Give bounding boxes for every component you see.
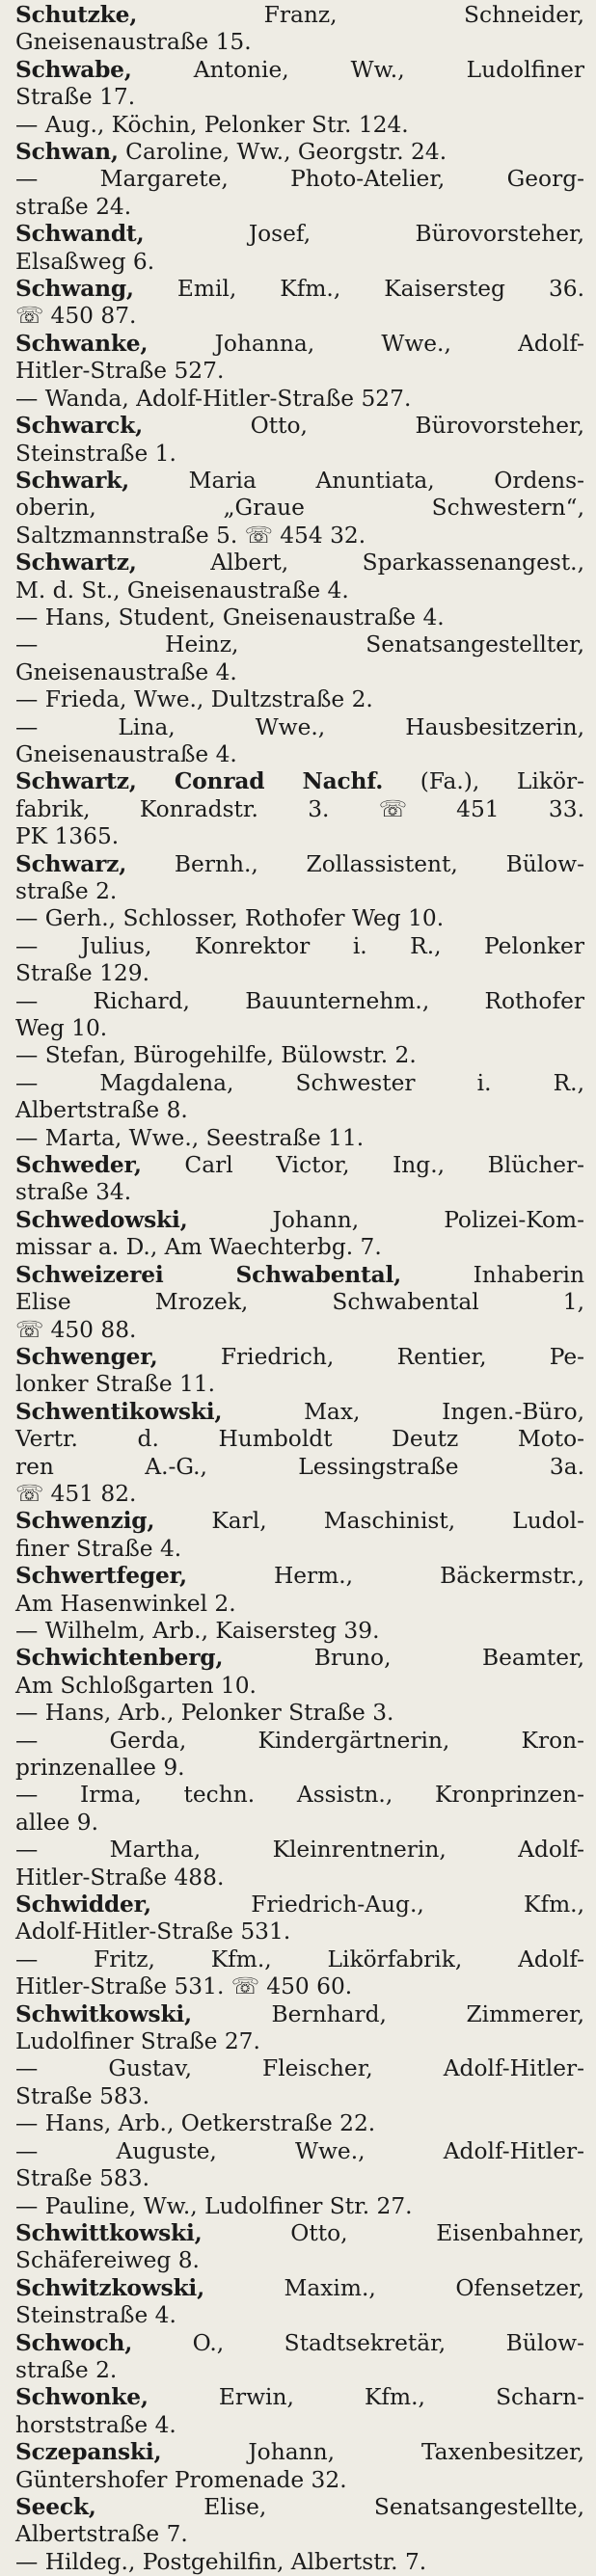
entry-text: Maxim., Ofensetzer,: [284, 2274, 584, 2301]
directory-entry: [15, 1782, 584, 1837]
entry-text: Albert, Sparkassenangest.,: [210, 550, 584, 577]
entry-line: [15, 2329, 584, 2357]
entry-text: Straße 129.: [15, 960, 149, 987]
entry-line: [15, 1590, 584, 1618]
entry-surname: Schwartz, Conrad Nachf.: [15, 768, 384, 795]
entry-line: [15, 2274, 584, 2302]
directory-entry: [15, 2549, 584, 2576]
entry-text: Johanna, Wwe., Adolf-: [214, 330, 584, 357]
entry-surname: Schwartz,: [15, 550, 137, 577]
entry-text: — Stefan, Bürogehilfe, Bülowstr. 2.: [15, 1042, 417, 1069]
entry-surname: Schwitzkowski,: [15, 2274, 204, 2301]
entry-text: Hitler-Straße 531. ☏ 450 60.: [15, 1973, 353, 2000]
directory-entry: [15, 276, 584, 331]
entry-line: [15, 2302, 584, 2329]
entry-text: allee 9.: [15, 1809, 98, 1836]
entry-text: — Marta, Wwe., Seestraße 11.: [15, 1124, 365, 1151]
directory-entry: [15, 768, 584, 850]
entry-line: [15, 768, 584, 795]
entry-line: [15, 166, 584, 193]
entry-text: missar a. D., Am Waechterbg. 7.: [15, 1234, 382, 1261]
directory-entry: [15, 686, 584, 713]
entry-text: Straße 583.: [15, 2165, 149, 2192]
directory-entry: [15, 1728, 584, 1783]
entry-text: Straße 17.: [15, 84, 136, 111]
entry-line: [15, 56, 584, 84]
entry-text: O., Stadtsekretär, Bülow-: [192, 2329, 584, 2356]
entry-line: [15, 1206, 585, 1234]
entry-text: Steinstraße 4.: [15, 2302, 176, 2329]
directory-entry: [15, 1946, 584, 2001]
entry-line: [15, 221, 585, 248]
entry-text: Vertr. d. Humboldt Deutz Moto-: [15, 1426, 584, 1453]
entry-line: [15, 2439, 585, 2466]
entry-line: [15, 1316, 584, 1344]
entry-text: Gneisenaustraße 4.: [15, 658, 237, 685]
entry-text: prinzenallee 9.: [15, 1755, 185, 1781]
entry-text: — Hans, Arb., Oetkerstraße 22.: [15, 2110, 376, 2137]
entry-line: [15, 1097, 584, 1124]
entry-text: Gneisenaustraße 15.: [15, 29, 252, 56]
entry-text: — Magdalena, Schwester i. R.,: [15, 1069, 584, 1096]
directory-entry: [15, 933, 584, 988]
directory-entry: [15, 2, 584, 57]
entry-line: [15, 658, 584, 686]
directory-entry: [15, 604, 584, 631]
entry-line: [15, 1179, 584, 1206]
entry-line: [15, 2165, 584, 2192]
entry-line: [15, 1535, 584, 1563]
directory-entry: [15, 1262, 584, 1344]
entry-line: [15, 1069, 584, 1097]
directory-entry: [15, 413, 584, 468]
entry-line: [15, 878, 584, 905]
entry-text: Emil, Kfm., Kaisersteg 36.: [176, 276, 584, 303]
entry-surname: Schwittkowski,: [15, 2219, 203, 2246]
entry-text: Elsaßweg 6.: [15, 248, 155, 275]
entry-line: [15, 905, 584, 932]
entry-surname: Schwabe,: [15, 56, 132, 83]
entry-text: Max, Ingen.-Büro,: [304, 1398, 584, 1425]
entry-text: Albertstraße 8.: [15, 1097, 188, 1124]
entry-text: — Gustav, Fleischer, Adolf-Hitler-: [15, 2055, 584, 2082]
directory-entry: [15, 2220, 584, 2275]
directory-entry: [15, 1837, 584, 1892]
entry-line: [15, 84, 584, 111]
entry-line: [15, 960, 584, 987]
entry-text: — Auguste, Wwe., Adolf-Hitler-: [15, 2137, 584, 2164]
entry-text: Otto, Eisenbahner,: [290, 2219, 584, 2246]
entry-line: [15, 1973, 584, 2000]
entry-line: [15, 1015, 584, 1042]
entry-line: [15, 522, 584, 550]
entry-line: [15, 1124, 584, 1152]
directory-entry: [15, 2494, 584, 2549]
entry-text: Erwin, Kfm., Scharn-: [218, 2384, 584, 2411]
entry-text: Am Hasenwinkel 2.: [15, 1590, 236, 1617]
directory-entry: [15, 468, 584, 550]
entry-line: [15, 1234, 584, 1261]
entry-line: [15, 1617, 584, 1645]
directory-entry: [15, 139, 584, 166]
entry-line: [15, 2384, 584, 2411]
entry-line: [15, 385, 584, 413]
entry-line: [15, 577, 584, 604]
entry-surname: Schwertfeger,: [15, 1563, 187, 1590]
entry-text: (Fa.), Likör-: [420, 768, 584, 795]
directory-entry: [15, 1563, 584, 1618]
directory-entry: [15, 631, 584, 686]
directory-entry: [15, 112, 584, 139]
entry-text: — Margarete, Photo-Atelier, Georg-: [15, 166, 584, 193]
entry-surname: Schwonke,: [15, 2384, 149, 2411]
entry-line: [15, 1563, 584, 1590]
entry-line: [15, 440, 584, 468]
entry-surname: Schweizerei Schwabental,: [15, 1261, 402, 1288]
entry-surname: Schwoch,: [15, 2329, 133, 2356]
entry-line: [15, 631, 584, 658]
entry-line: [15, 303, 584, 330]
entry-text: — Wanda, Adolf-Hitler-Straße 527.: [15, 385, 412, 412]
directory-entry: [15, 57, 584, 112]
entry-line: [15, 604, 584, 631]
entry-surname: Schwenger,: [15, 1343, 158, 1370]
entry-text: straße 2.: [15, 2356, 118, 2383]
directory-entry: [15, 1618, 584, 1645]
entry-text: Elise, Senatsangestellte,: [203, 2493, 585, 2520]
directory-entry: [15, 1070, 584, 1125]
entry-surname: Schwenzig,: [15, 1508, 155, 1535]
entry-line: [15, 1809, 584, 1837]
entry-text: Elise Mrozek, Schwabental 1,: [15, 1289, 584, 1316]
entry-line: [15, 2028, 584, 2055]
directory-entry: [15, 2384, 584, 2439]
entry-line: [15, 1892, 584, 1919]
directory-entry: [15, 1207, 584, 1262]
directory-entry: [15, 1125, 584, 1152]
entry-line: [15, 1645, 585, 1672]
directory-entry: [15, 2055, 584, 2110]
entry-text: straße 24.: [15, 193, 132, 220]
directory-entry: [15, 1344, 584, 1399]
entry-line: [15, 2493, 585, 2521]
directory-entry: [15, 2001, 584, 2056]
entry-text: — Gerda, Kindergärtnerin, Kron-: [15, 1727, 584, 1754]
entry-text: Herm., Bäckermstr.,: [273, 1563, 584, 1590]
directory-entry: [15, 851, 584, 906]
entry-line: [15, 193, 584, 221]
directory-entry: [15, 2439, 584, 2494]
entry-surname: Seeck,: [15, 2493, 96, 2520]
entry-text: oberin, „Graue Schwestern“,: [15, 495, 584, 522]
entry-line: [15, 2000, 584, 2028]
entry-line: [15, 1343, 585, 1371]
entry-surname: Schwanke,: [15, 330, 149, 357]
entry-line: [15, 2548, 584, 2576]
entry-text: Carl Victor, Ing., Blücher-: [184, 1152, 585, 1179]
entry-text: — Gerh., Schlosser, Rothofer Weg 10.: [15, 905, 445, 932]
entry-line: [15, 358, 584, 385]
entry-text: Steinstraße 1.: [15, 440, 176, 467]
entry-line: [15, 713, 584, 741]
directory-entry: [15, 1700, 584, 1727]
entry-surname: Schwark,: [15, 467, 130, 494]
entry-text: ☏ 451 82.: [15, 1480, 137, 1507]
entry-line: [15, 111, 584, 139]
directory-entry: [15, 1645, 584, 1700]
entry-text: Albertstraße 7.: [15, 2521, 188, 2548]
entry-line: [15, 823, 584, 850]
entry-surname: Schwan,: [15, 139, 119, 166]
entry-text: straße 34.: [15, 1179, 132, 1206]
directory-entry: [15, 2110, 584, 2137]
entry-text: — Aug., Köchin, Pelonker Str. 124.: [15, 111, 409, 138]
entry-surname: Schwichtenberg,: [15, 1645, 224, 1672]
entry-line: [15, 2411, 584, 2439]
entry-text: — Julius, Konrektor i. R., Pelonker: [15, 932, 584, 959]
entry-text: Johann, Taxenbesitzer,: [248, 2439, 585, 2466]
entry-line: [15, 29, 584, 56]
entry-text: Schäfereiweg 8.: [15, 2247, 200, 2274]
directory-entry: [15, 166, 584, 221]
directory-entry: [15, 386, 584, 413]
entry-line: [15, 932, 584, 960]
entry-line: [15, 2082, 584, 2110]
entry-line: [15, 1508, 585, 1535]
entry-surname: Schweder,: [15, 1152, 142, 1179]
entry-text: Bernhard, Zimmerer,: [271, 2000, 584, 2027]
directory-entry: [15, 2275, 584, 2330]
entry-line: [15, 1398, 584, 1426]
directory-entry: [15, 221, 584, 276]
entry-text: Caroline, Ww., Georgstr. 24.: [125, 139, 447, 166]
entry-text: fabrik, Konradstr. 3. ☏ 451 33.: [15, 795, 584, 822]
entry-text: Gneisenaustraße 4.: [15, 740, 237, 767]
entry-line: [15, 467, 584, 495]
directory-entry: [15, 550, 584, 604]
entry-line: [15, 1864, 584, 1892]
entry-line: [15, 2466, 584, 2494]
entry-text: — Martha, Kleinrentnerin, Adolf-: [15, 1837, 584, 1864]
entry-surname: Schwarck,: [15, 413, 144, 440]
directory-entry: [15, 1152, 584, 1207]
directory-entry: [15, 1399, 584, 1509]
entry-line: [15, 1453, 584, 1481]
directory-entry: [15, 714, 584, 769]
entry-text: Hitler-Straße 488.: [15, 1864, 225, 1891]
entry-line: [15, 1672, 584, 1700]
entry-text: Saltzmannstraße 5. ☏ 454 32.: [15, 522, 366, 549]
entry-line: [15, 850, 584, 878]
entry-text: Adolf-Hitler-Straße 531.: [15, 1919, 291, 1945]
entry-text: — Frieda, Wwe., Dultzstraße 2.: [15, 686, 373, 713]
directory-entry: [15, 1042, 584, 1069]
directory-entry: [15, 331, 584, 386]
entry-text: Hitler-Straße 527.: [15, 358, 225, 385]
entry-surname: Schwedowski,: [15, 1206, 188, 1233]
directory-entry: [15, 2330, 584, 2385]
entry-text: Karl, Maschinist, Ludol-: [211, 1508, 585, 1535]
entry-text: — Heinz, Senatsangestellter,: [15, 631, 584, 658]
entry-text: Friedrich, Rentier, Pe-: [220, 1343, 585, 1370]
entry-line: [15, 550, 584, 577]
entry-line: [15, 2247, 584, 2274]
entry-line: [15, 795, 584, 823]
entry-text: horststraße 4.: [15, 2411, 176, 2438]
entry-surname: Sczepanski,: [15, 2439, 162, 2466]
entry-line: [15, 2192, 584, 2220]
entry-surname: Schwitkowski,: [15, 2000, 192, 2027]
entry-text: — Wilhelm, Arb., Kaisersteg 39.: [15, 1617, 380, 1644]
entry-line: [15, 330, 584, 358]
entry-line: [15, 1837, 584, 1864]
entry-line: [15, 248, 584, 276]
entry-text: — Fritz, Kfm., Likörfabrik, Adolf-: [15, 1945, 584, 1972]
entry-text: Güntershofer Promenade 32.: [15, 2466, 347, 2493]
entry-line: [15, 1371, 584, 1398]
entry-text: Johann, Polizei-Kom-: [272, 1206, 585, 1233]
entry-line: [15, 2137, 584, 2165]
entry-line: [15, 2219, 584, 2247]
directory-entry: [15, 905, 584, 932]
entry-line: [15, 740, 584, 768]
entry-line: [15, 139, 584, 166]
entry-text: straße 2.: [15, 878, 118, 904]
directory-entry: [15, 988, 584, 1043]
entry-text: Am Schloßgarten 10.: [15, 1672, 257, 1699]
entry-line: [15, 1782, 584, 1809]
entry-text: ren A.-G., Lessingstraße 3a.: [15, 1453, 584, 1480]
entry-text: — Richard, Bauunternehm., Rothofer: [15, 987, 584, 1014]
entry-text: finer Straße 4.: [15, 1535, 182, 1562]
entry-line: [15, 1426, 584, 1453]
entry-line: [15, 1289, 584, 1316]
entry-text: — Pauline, Ww., Ludolfiner Str. 27.: [15, 2192, 413, 2219]
entry-surname: Schwandt,: [15, 221, 145, 248]
entry-text: Straße 583.: [15, 2082, 149, 2109]
entry-line: [15, 1700, 584, 1727]
entry-text: Antonie, Ww., Ludolfiner: [193, 56, 584, 83]
entry-surname: Schutzke,: [15, 2, 138, 28]
entry-text: Maria Anuntiata, Ordens-: [188, 467, 584, 494]
entry-text: — Irma, techn. Assistn., Kronprinzen-: [15, 1782, 584, 1809]
entry-text: ☏ 450 87.: [15, 303, 137, 330]
entry-text: Franz, Schneider,: [263, 2, 584, 28]
entry-text: — Hans, Student, Gneisenaustraße 4.: [15, 604, 445, 631]
entry-text: Friedrich-Aug., Kfm.,: [251, 1892, 584, 1919]
entry-line: [15, 495, 584, 522]
entry-line: [15, 1261, 585, 1289]
entry-text: ☏ 450 88.: [15, 1316, 137, 1343]
entry-line: [15, 276, 584, 303]
directory-entry: [15, 2138, 584, 2193]
entry-text: — Hans, Arb., Pelonker Straße 3.: [15, 1700, 394, 1727]
entry-text: Bruno, Beamter,: [313, 1645, 585, 1672]
address-directory-column: [15, 2, 584, 2576]
entry-line: [15, 1919, 584, 1945]
entry-text: — Hildeg., Postgehilfin, Albertstr. 7.: [15, 2548, 427, 2575]
entry-line: [15, 2, 584, 29]
entry-surname: Schwentikowski,: [15, 1398, 223, 1425]
entry-line: [15, 2356, 584, 2384]
entry-text: Bernh., Zollassistent, Bülow-: [174, 850, 584, 877]
directory-entry: [15, 2193, 584, 2220]
entry-surname: Schwidder,: [15, 1892, 151, 1919]
entry-line: [15, 1480, 584, 1508]
entry-line: [15, 987, 584, 1015]
entry-text: Ludolfiner Straße 27.: [15, 2028, 260, 2055]
entry-text: PK 1365.: [15, 823, 120, 850]
entry-surname: Schwang,: [15, 276, 134, 303]
entry-line: [15, 2521, 584, 2548]
entry-text: Otto, Bürovorsteher,: [250, 413, 585, 440]
entry-line: [15, 686, 584, 713]
entry-line: [15, 1945, 584, 1973]
entry-line: [15, 2055, 584, 2082]
entry-line: [15, 1042, 584, 1069]
entry-surname: Schwarz,: [15, 850, 127, 877]
directory-entry: [15, 1508, 584, 1563]
entry-line: [15, 413, 585, 440]
directory-entry: [15, 1892, 584, 1946]
entry-line: [15, 1755, 584, 1782]
entry-text: Weg 10.: [15, 1015, 108, 1042]
entry-text: Josef, Bürovorsteher,: [248, 221, 585, 248]
entry-line: [15, 1152, 585, 1179]
entry-line: [15, 1727, 584, 1755]
entry-text: — Lina, Wwe., Hausbesitzerin,: [15, 713, 584, 740]
entry-text: Inhaberin: [473, 1261, 585, 1288]
entry-line: [15, 2110, 584, 2137]
entry-text: lonker Straße 11.: [15, 1371, 216, 1398]
entry-text: M. d. St., Gneisenaustraße 4.: [15, 577, 349, 604]
